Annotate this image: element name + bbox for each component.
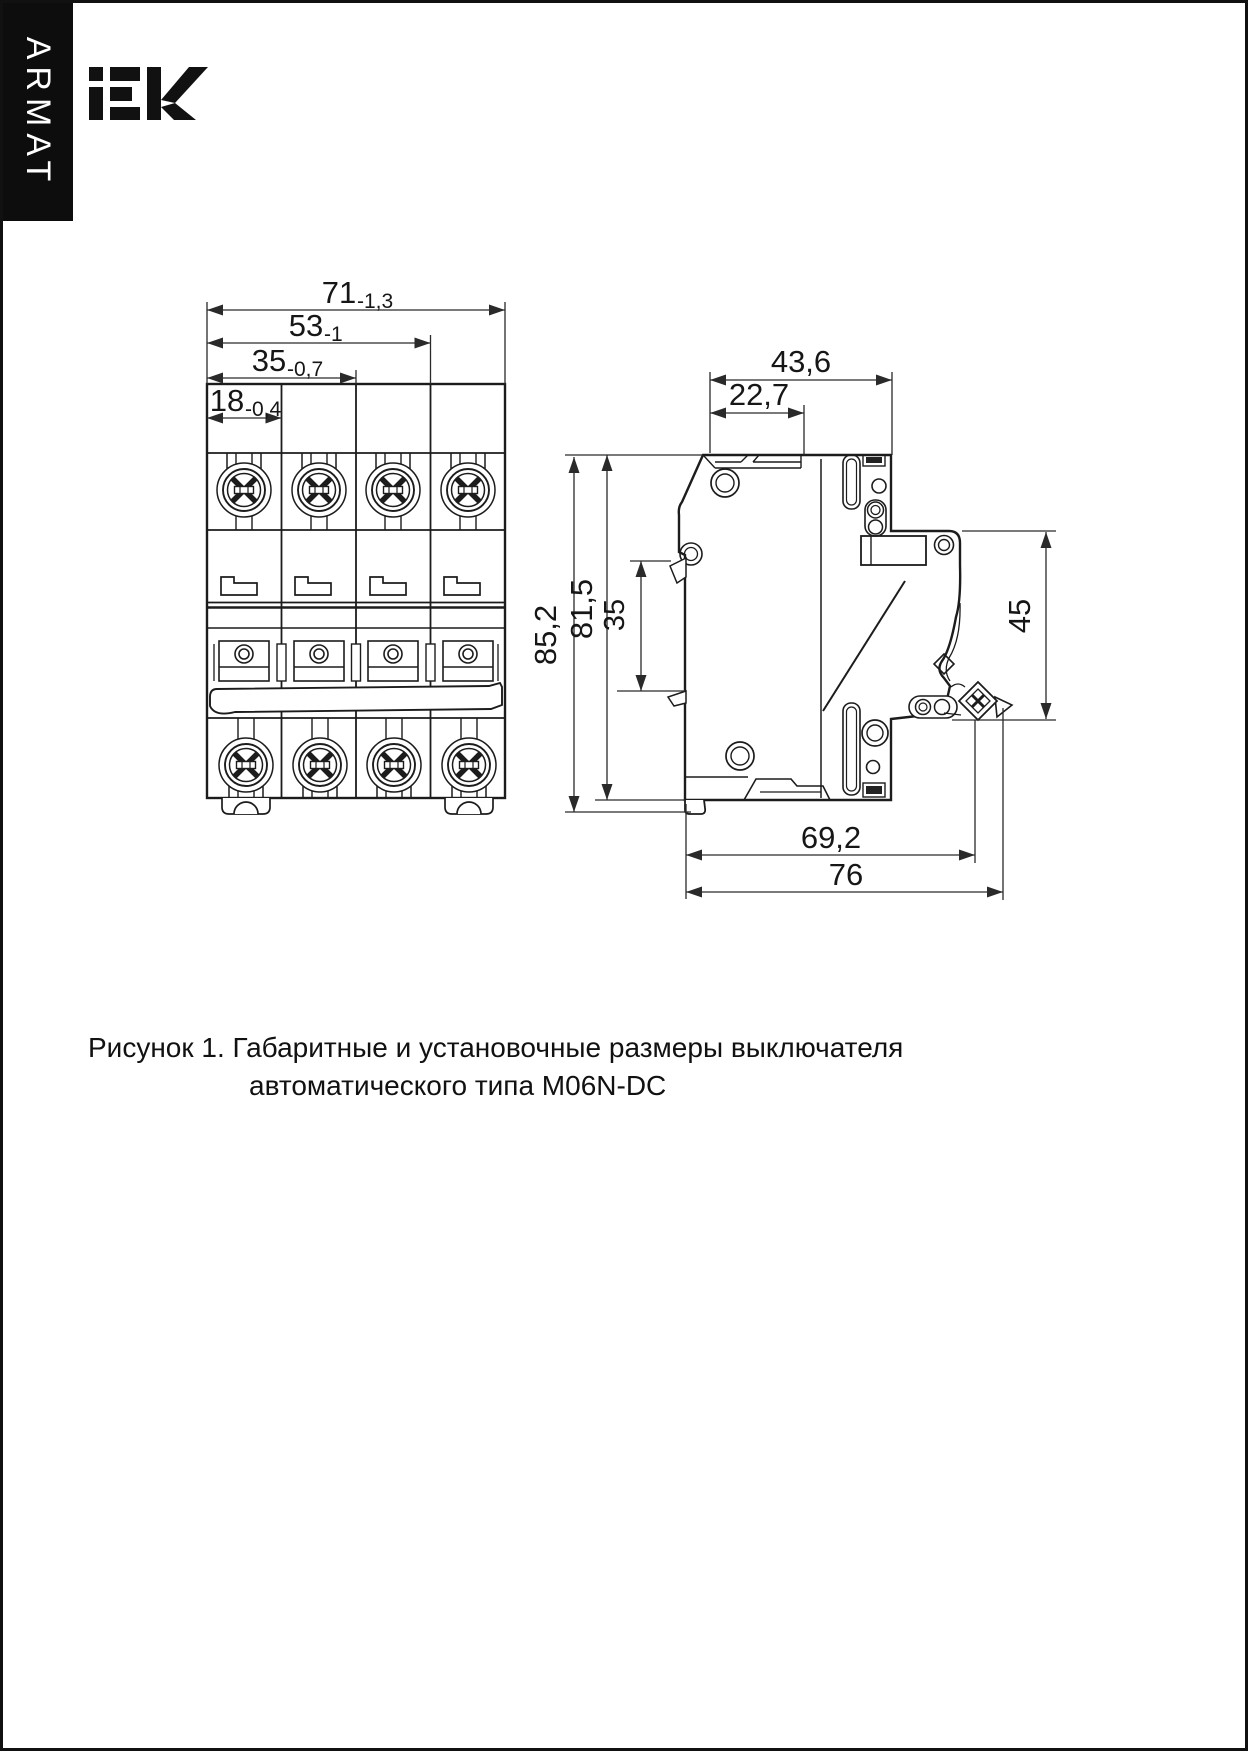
indicator-windows [214,641,498,681]
dim-depth-total: 76 [828,857,864,892]
dim-width-3pole: 53 [288,308,324,343]
dim-width-1pole: 18 [209,383,245,418]
dim-din-height: 45 [1002,598,1037,634]
mounting-feet [222,798,493,814]
dimensional-drawing [3,3,1248,1751]
dim-height-body: 81,5 [564,578,599,640]
dim-width-total-tol: -1,3 [357,290,394,313]
dim-depth-top: 43,6 [770,344,832,379]
front-tab-lower [668,691,686,706]
dim-width-2pole-tol: -0,7 [287,358,324,381]
dim-width-1pole-tol: -0,4 [245,398,282,421]
dim-depth-mount: 69,2 [800,820,862,855]
dim-front-span: 35 [599,598,631,632]
front-tab-upper [670,558,686,583]
front-view [207,384,505,814]
figure-caption-line1: Рисунок 1. Габаритные и установочные размеры выключателя [88,1032,904,1063]
side-view [668,455,1012,814]
brand-sidebar-label: ARMAT [19,36,58,188]
dim-width-2pole: 35 [251,343,287,378]
dim-height-total: 85,2 [528,604,563,666]
dim-width-total: 71 [321,275,357,310]
dim-depth-top-inner: 22,7 [728,377,790,412]
figure-caption-line2: автоматического типа М06N-DC [249,1070,667,1101]
dim-width-3pole-tol: -1 [324,323,343,346]
